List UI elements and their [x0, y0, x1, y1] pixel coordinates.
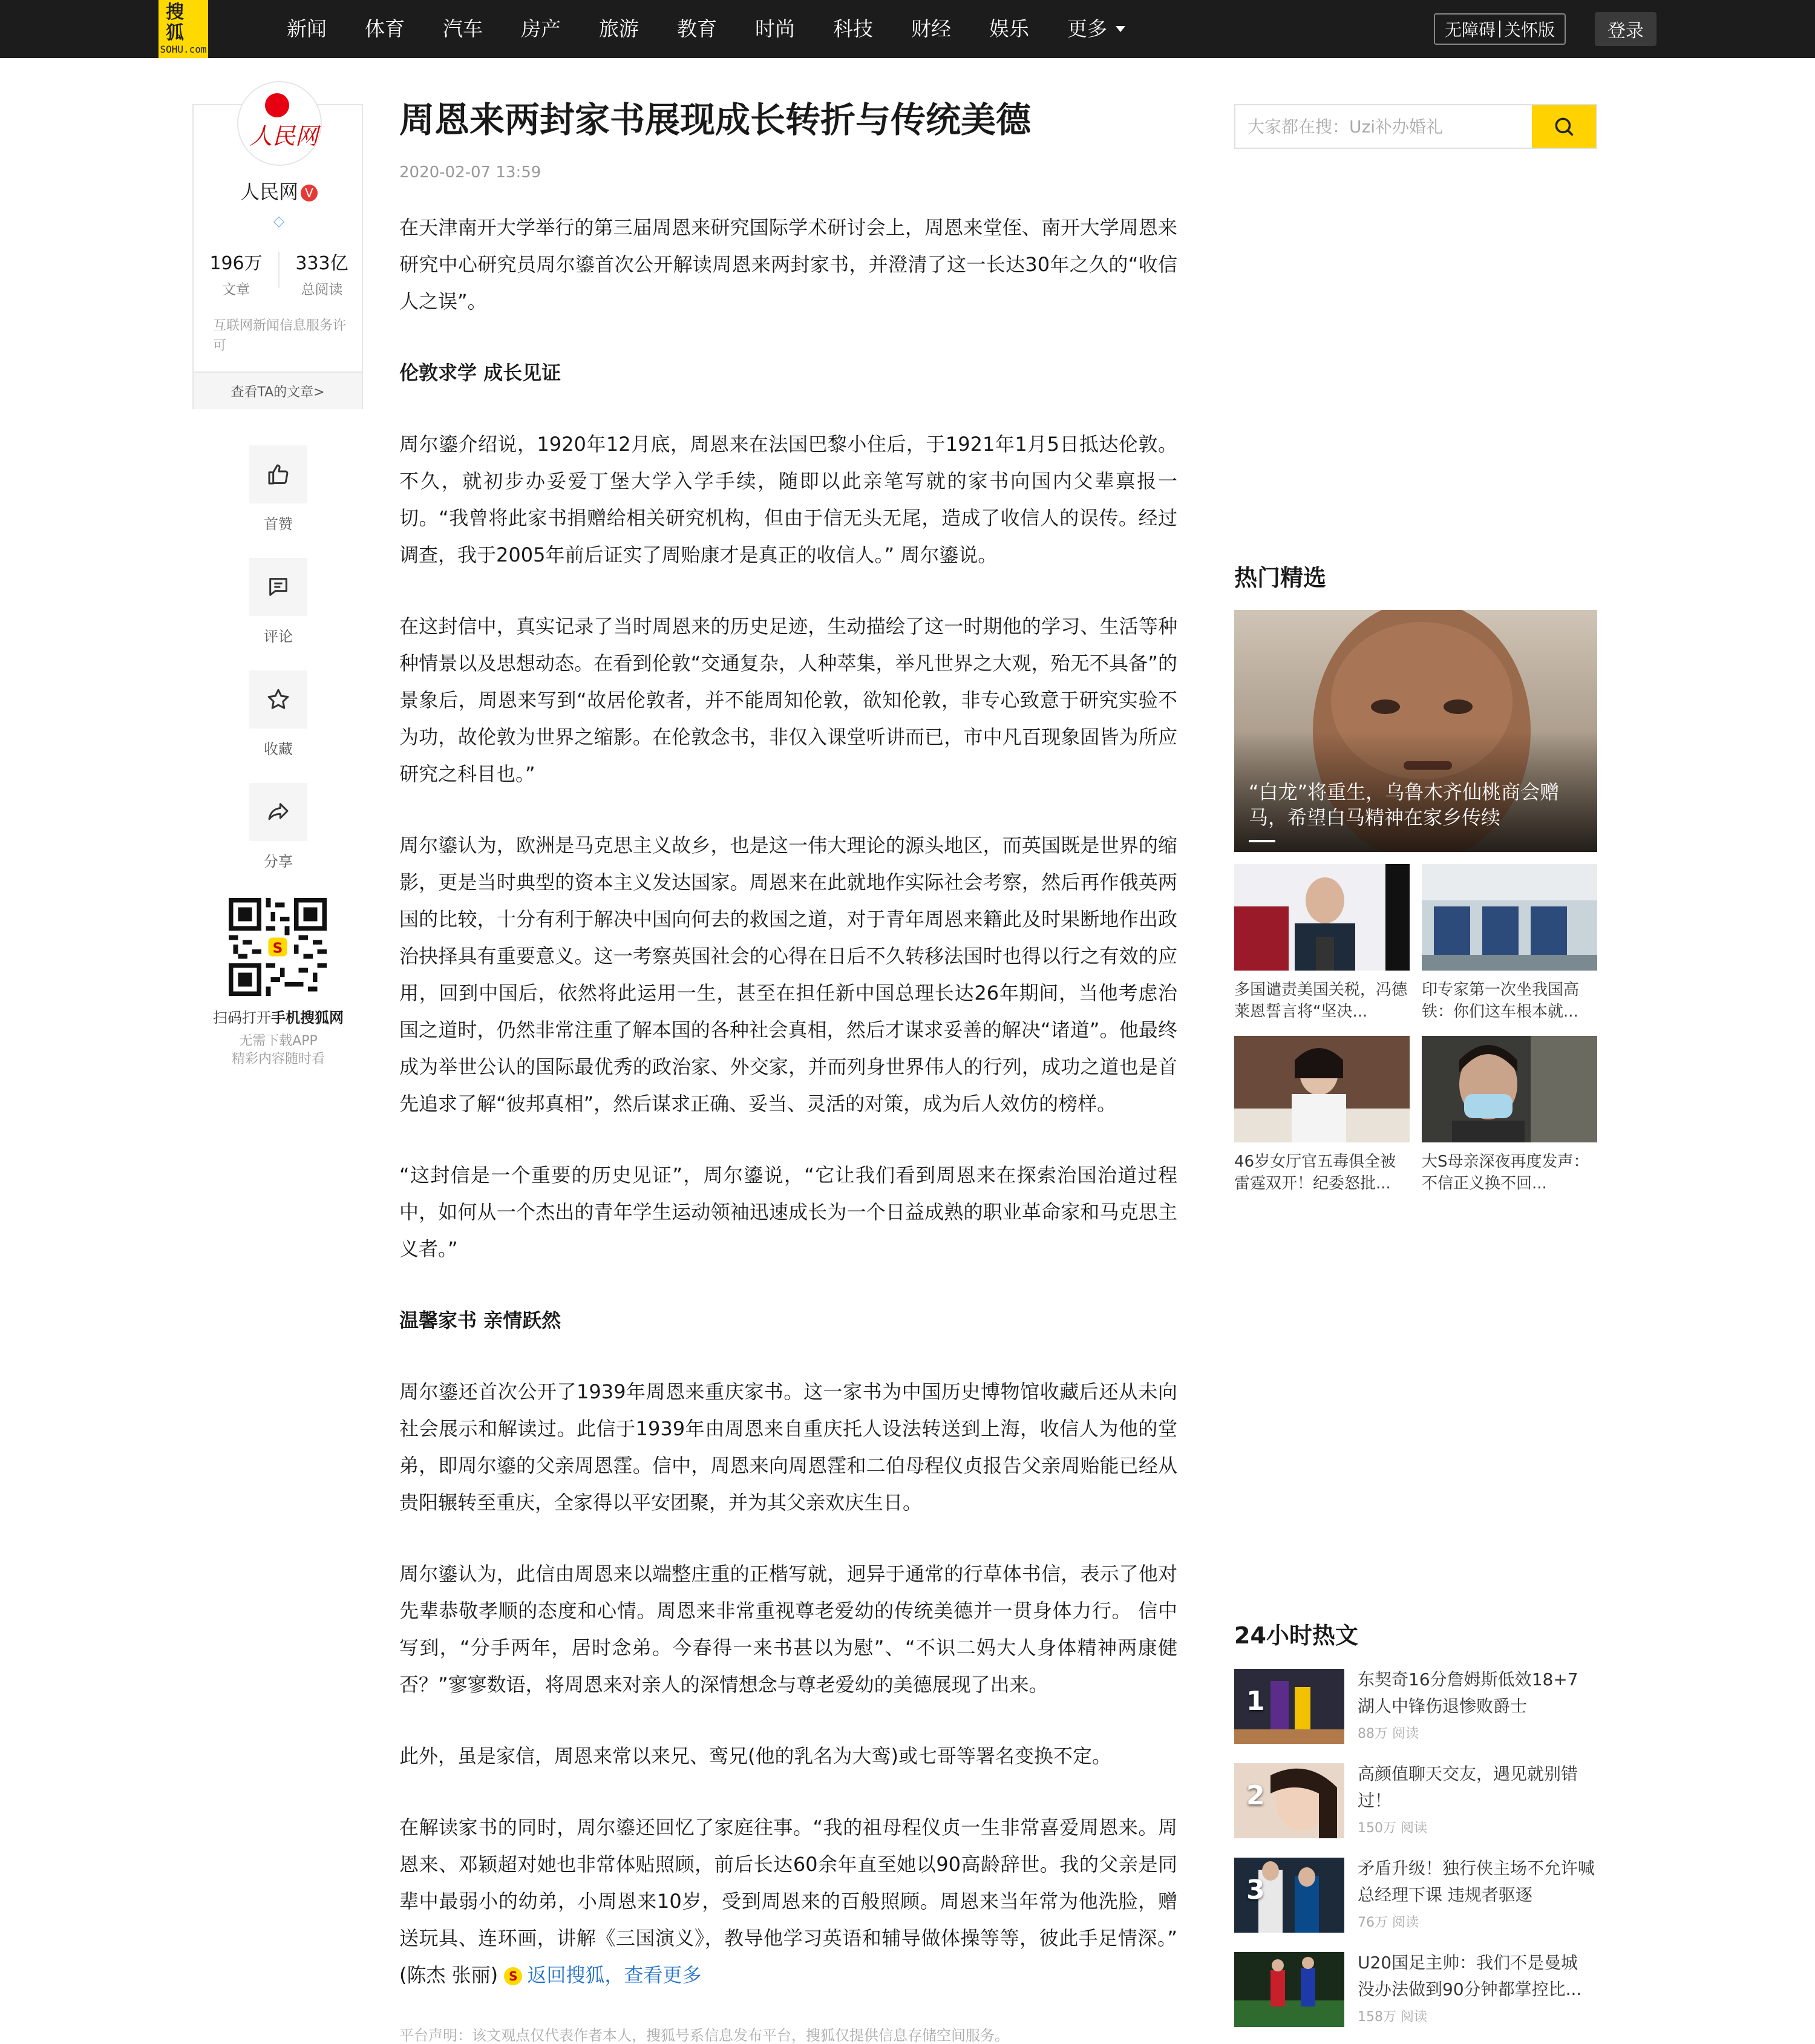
- news-card-image: [1234, 1036, 1410, 1142]
- accessibility-toggle[interactable]: [1434, 13, 1566, 45]
- caret-down-icon: [1116, 26, 1125, 32]
- hot-article-title: U20国足主帅：我们不是曼城 没办法做到90分钟都掌控比...: [1358, 1953, 1582, 1999]
- nav-item-auto[interactable]: 汽车: [443, 17, 483, 41]
- verified-icon: V: [301, 185, 318, 201]
- news-photo: [1422, 864, 1597, 971]
- author-stats: [194, 248, 364, 296]
- news-card-title: 印专家第一次坐我国高铁：你们这车根本就...: [1422, 981, 1580, 1021]
- article-paragraph: 在这封信中，真实记录了当时周恩来的历史足迹，生动描绘了这一时期他的学习、生活等种种情景以及思想动态。在看到伦敦“交通复杂，人种萃集，举凡世界之大观，殆无不具备”的景象后，周恩来写到“故居伦敦者，并不能周知伦敦，欲知伦敦，非专心致意于研究实验不为功，故伦敦为世界之缩影。在伦敦念书，非仅入课堂听讲而已，市中凡百现象固皆为所应研究之科目也。”: [399, 615, 1177, 785]
- article-paragraph: “这封信是一个重要的历史见证”，周尔鎏说，“它让我们看到周恩来在探索治国治道过程中，如何从一个杰出的青年学生运动领袖迅速成长为一个日益成熟的职业革命家和马克思主义者。”: [399, 1164, 1177, 1260]
- qr-caption-site: 手机搜狐网: [271, 1009, 344, 1026]
- reads-label: 总阅读: [301, 282, 343, 298]
- qr-caption-prefix: 扫码打开: [213, 1009, 271, 1026]
- section-heading: 伦敦求学 成长见证: [399, 361, 561, 384]
- stat-articles: [194, 248, 278, 296]
- author-name-text: 人民网: [240, 180, 298, 203]
- news-card-title: 多国谴责美国关税，冯德莱恩誓言将“坚决...: [1234, 981, 1408, 1021]
- nav-item-realestate[interactable]: 房产: [521, 17, 561, 41]
- section-heading: 温馨家书 亲情跃然: [399, 1309, 561, 1332]
- news-photo: [1234, 1036, 1410, 1142]
- news-photo: [1422, 1036, 1597, 1142]
- favorite-label: 收藏: [264, 741, 293, 758]
- news-card-image: [1422, 864, 1597, 971]
- share-label: 分享: [264, 853, 293, 870]
- article-paragraph-last: [399, 1809, 1177, 1994]
- hero-caption: “白龙”将重生，乌鲁木齐仙桃商会赠马，希望白马精神在家乡传续: [1249, 781, 1560, 829]
- author-card: [192, 104, 363, 409]
- platform-disclaimer: 平台声明：该文观点仅代表作者本人，搜狐号系信息发布平台，搜狐仅提供信息存储空间服务。: [399, 2027, 1009, 2044]
- news-card[interactable]: [1234, 1036, 1410, 1194]
- author-avatar[interactable]: [237, 81, 322, 166]
- news-card-title: 46岁女厅官五毒俱全被雷霆双开！纪委怒批...: [1234, 1153, 1396, 1193]
- svg-text:S: S: [272, 940, 283, 957]
- article-paragraph: 周尔鎏认为，欧洲是马克思主义故乡，也是这一伟大理论的源头地区，而英国既是世界的缩影，更是当时典型的资本主义发达国家。周恩来在此就地作实际社会考察，然后再作俄英两国的比较，十分有利于解决中国向何去的救国之道，对于青年周恩来籍此及时果断地作出政治抉择具有重要意义。这一考察英国社会的心得在日后不久转移法国时也得以行之有效的应用，回到中国后，依然将此运用一生，甚至在担任新中国总理长达26年期间，当他考虑治国之道时，仍然非常注重了解本国的各种社会真相，然后才谋求妥善的解决“诸道”。他最终成为举世公认的国际最优秀的政治家、外交家，并而列身世界伟人的行列，成功之道也是首先追求了解“彼邦真相”，然后谋求正确、妥当、灵活的对策，成为后人效仿的榜样。: [399, 834, 1177, 1115]
- share-icon-box: [249, 783, 307, 841]
- article-date: 2020-02-07 13:59: [399, 163, 541, 182]
- articles-count: 196万: [209, 253, 263, 274]
- comment-icon-box: [249, 558, 307, 616]
- stat-reads: [280, 248, 364, 296]
- license-text: 互联网新闻信息服务许可: [213, 318, 347, 353]
- hot-article-photo: [1234, 1952, 1344, 2027]
- qr-caption: [206, 1006, 351, 1027]
- comment-label: 评论: [264, 628, 293, 645]
- article-body: [399, 209, 1177, 2028]
- favorite-icon-box: [249, 670, 307, 729]
- share-arrow-icon: [266, 800, 290, 824]
- news-card-title: 大S母亲深夜再度发声：不信正义换不回...: [1422, 1153, 1589, 1193]
- logo-chinese-text: 搜狐: [166, 2, 192, 44]
- qr-code-image: [229, 898, 327, 996]
- star-icon: [266, 687, 290, 712]
- nav-item-news[interactable]: 新闻: [287, 17, 327, 41]
- nav-item-entertainment[interactable]: 娱乐: [989, 17, 1029, 41]
- nav-more-dropdown[interactable]: [1067, 0, 1125, 58]
- article-paragraph: 此外，虽是家信，周恩来常以来兄、鸾兄(他的乳名为大鸾)或七哥等署名变换不定。: [399, 1744, 1111, 1767]
- favorite-button[interactable]: [249, 670, 307, 758]
- channel-nav: [287, 0, 1163, 58]
- login-button[interactable]: 登录: [1595, 12, 1656, 46]
- logo-domain-text: SOHU.com: [160, 44, 207, 55]
- nav-more-label: 更多: [1067, 17, 1107, 41]
- see-author-articles-link[interactable]: 查看TA的文章>: [194, 372, 362, 409]
- hot-article-title: 东契奇16分詹姆斯低效18+7 湖人中锋伤退惨败爵士: [1358, 1669, 1578, 1716]
- hot-picks-hero-card[interactable]: [1234, 610, 1597, 852]
- search-input[interactable]: [1235, 105, 1534, 148]
- reads-count: 333亿: [295, 253, 348, 274]
- hot-article-item[interactable]: [1234, 1952, 1597, 2027]
- hot-article-reads: 150万 阅读: [1358, 1821, 1427, 1836]
- article-paragraph: 周尔鎏认为，此信由周恩来以端整庄重的正楷写就，迥异于通常的行草体书信，表示了他对先辈恭敬孝顺的态度和心情。周恩来非常重视尊老爱幼的传统美德并一贯身体力行。 信中写到，“分手两年，居时念弟。今春得一来书甚以为慰”、“不识二妈大人身体精神两康健否？”寥寥数语，将周恩来对亲人的深情想念与尊老爱幼的美德展现了出来。: [399, 1562, 1177, 1696]
- hot-article-item[interactable]: [1234, 1763, 1597, 1838]
- diamond-level-icon: ◇: [273, 212, 285, 229]
- thumbs-up-icon: [266, 462, 290, 486]
- news-card-image: [1422, 1036, 1597, 1142]
- qr-sub-line2: 精彩内容随时看: [231, 1052, 325, 1067]
- hot-article-reads: 76万 阅读: [1358, 1915, 1419, 1930]
- hot-24h-heading: 24小时热文: [1234, 1622, 1358, 1649]
- comment-button[interactable]: [249, 558, 307, 646]
- article-paragraph: 在天津南开大学举行的第三届周恩来研究国际学术研讨会上，周恩来堂侄、南开大学周恩来研究中心研究员周尔鎏首次公开解读周恩来两封家书，并澄清了这一长达30年之久的“收信人之误”。: [399, 216, 1177, 313]
- nav-item-finance[interactable]: 财经: [911, 17, 951, 41]
- like-label: 首赞: [264, 516, 293, 532]
- nav-item-fashion[interactable]: 时尚: [755, 17, 795, 41]
- news-photo: [1234, 864, 1410, 971]
- nav-item-tech[interactable]: 科技: [833, 17, 873, 41]
- hot-rank-number: 3: [1246, 1875, 1265, 1905]
- article-title: 周恩来两封家书展现成长转折与传统美德: [399, 99, 1032, 140]
- news-card-image: [1234, 864, 1410, 971]
- hot-article-item[interactable]: [1234, 1858, 1597, 1933]
- qr-subcaption: [206, 1032, 351, 1069]
- carousel-indicator: [1249, 840, 1275, 842]
- comment-icon: [266, 575, 290, 599]
- accessibility-label: 无障碍: [1444, 20, 1496, 40]
- search-box: [1234, 104, 1597, 149]
- hot-article-title: 矛盾升级！独行侠主场不允许喊总经理下课 违规者驱逐: [1358, 1858, 1595, 1905]
- article-paragraph: 周尔鎏还首次公开了1939年周恩来重庆家书。这一家书为中国历史博物馆收藏后还从未向社会展示和解读过。此信于1939年由周恩来自重庆托人设法转送到上海，收信人为他的堂弟，即周尔鎏的父亲周恩霔。信中，周恩来向周恩霔和二伯母程仪贞报告父亲周贻能已经从贵阳辗转至重庆，全家得以平安团聚，并为其父亲欢庆生日。: [399, 1380, 1177, 1514]
- avatar-logo-text: 人民网: [249, 123, 319, 149]
- avatar-logo-mark: [265, 93, 289, 117]
- hot-rank-number: 1: [1246, 1686, 1265, 1717]
- author-name[interactable]: [194, 177, 364, 205]
- article-paragraph: 周尔鎏介绍说，1920年12月底，周恩来在法国巴黎小住后，于1921年1月5日抵达伦敦。不久，就初步办妥爱丁堡大学入学手续，随即以此亲笔写就的家书向国内父辈禀报一切。“我曾将此家书捐赠给相关研究机构，但由于信无头无尾，造成了收信人的误传。经过调查，我于2005年前后证实了周贻康才是真正的收信人。” 周尔鎏说。: [399, 433, 1177, 566]
- hot-picks-heading: 热门精选: [1234, 565, 1327, 591]
- back-to-sohu-link[interactable]: 返回搜狐，查看更多: [527, 1964, 702, 1987]
- articles-label: 文章: [222, 282, 250, 298]
- hot-article-item[interactable]: [1234, 1669, 1597, 1744]
- hot-article-reads: 158万 阅读: [1358, 2010, 1427, 2025]
- care-mode-label: 关怀版: [1504, 20, 1555, 40]
- accessibility-divider: [1499, 21, 1500, 38]
- news-card[interactable]: [1422, 1036, 1597, 1194]
- like-button[interactable]: [249, 445, 307, 533]
- hot-article-thumb: [1234, 1952, 1344, 2027]
- news-card[interactable]: [1234, 864, 1410, 1023]
- hot-article-reads: 88万 阅读: [1358, 1726, 1419, 1741]
- nav-item-education[interactable]: 教育: [677, 17, 717, 41]
- search-button[interactable]: [1532, 105, 1596, 148]
- like-icon-box: [249, 445, 307, 503]
- share-button[interactable]: [249, 783, 307, 871]
- hot-article-title: 高颜值聊天交友，遇见就别错过！: [1358, 1764, 1578, 1810]
- news-card[interactable]: [1422, 864, 1597, 1023]
- search-icon: [1552, 115, 1575, 138]
- hot-rank-number: 2: [1246, 1780, 1265, 1811]
- sohu-logo[interactable]: [159, 0, 208, 58]
- nav-item-sports[interactable]: 体育: [365, 17, 405, 41]
- top-navigation-bar: [0, 0, 1815, 58]
- article-paragraph-text: 在解读家书的同时，周尔鎏还回忆了家庭往事。“我的祖母程仪贞一生非常喜爱周恩来。周恩来、邓颖超对她也非常体贴照顾，前后长达60余年直至她以90高龄辞世。我的父亲是同辈中最弱小的幼弟，小周恩来10岁，受到周恩来的百般照顾。周恩来当年常为他洗脸，赠送玩具、连环画，讲解《三国演义》，教导他学习英语和辅导做体操等等，彼此手足情深。” (陈杰 张丽): [399, 1816, 1177, 1987]
- qr-sub-line1: 无需下载APP: [239, 1033, 318, 1049]
- nav-item-travel[interactable]: 旅游: [599, 17, 639, 41]
- sohu-back-icon: S: [504, 1967, 522, 1985]
